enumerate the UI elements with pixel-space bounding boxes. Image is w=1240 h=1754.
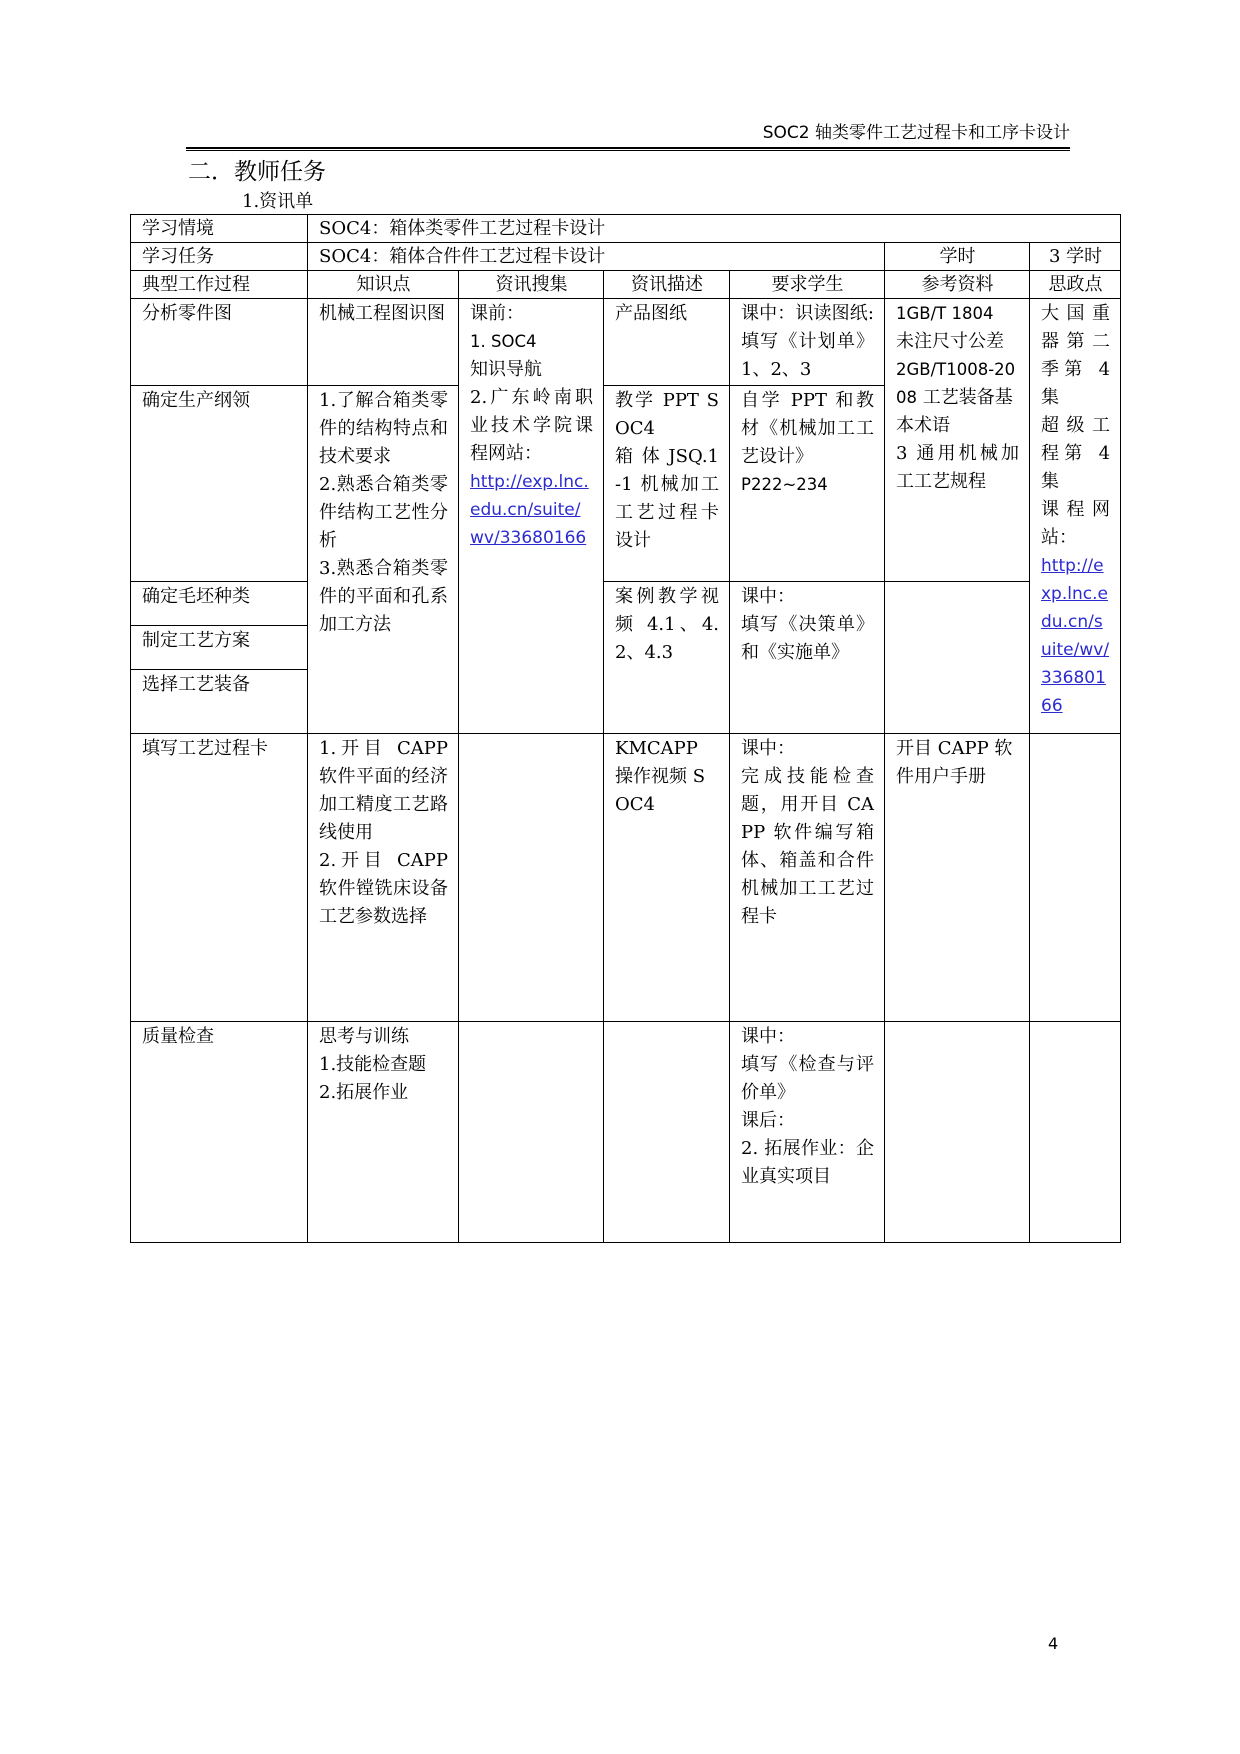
- collect-line: 1. SOC4: [470, 332, 537, 351]
- col-header-require: 要求学生: [730, 271, 885, 299]
- situation-label: 学习情境: [131, 215, 308, 243]
- knowledge-line: 2.拓展作业: [319, 1082, 409, 1103]
- hours-value: 3 学时: [1030, 243, 1121, 271]
- running-header: SOC2 轴类零件工艺过程卡和工序卡设计: [762, 123, 1070, 143]
- require-cell: [730, 734, 885, 1022]
- sub-title: 1.资讯单: [242, 191, 314, 212]
- process-cell: 分析零件图: [131, 299, 308, 386]
- course-website-link[interactable]: http://exp.lnc.edu.cn/suite/wv/33680166: [470, 472, 589, 548]
- reference-line: 1GB/T 1804: [896, 304, 994, 323]
- require-line: 2. 拓展作业：企业真实项目: [741, 1138, 874, 1187]
- knowledge-line: 2.熟悉合箱类零件结构工艺性分析: [319, 474, 448, 551]
- require-line: 自学 PPT 和教材《机械加工工艺设计》: [741, 390, 874, 467]
- knowledge-cell: [308, 1022, 459, 1243]
- collect-cell-empty: [459, 734, 604, 1022]
- col-header-describe: 资讯描述: [604, 271, 730, 299]
- describe-cell: [604, 386, 730, 582]
- col-header-collect: 资讯搜集: [459, 271, 604, 299]
- reference-cell: [885, 299, 1030, 582]
- situation-value: SOC4：箱体类零件工艺过程卡设计: [308, 215, 1121, 243]
- knowledge-cell: [308, 734, 459, 1022]
- header-rule: [186, 147, 1070, 151]
- process-cell: 选择工艺装备: [131, 670, 308, 734]
- section-title: 二．教师任务: [188, 159, 326, 185]
- reference-line: 3 通用机械加工工艺规程: [896, 443, 1019, 492]
- ideology-cell-empty: [1030, 734, 1121, 1022]
- reference-line: 工艺装备基本术语: [896, 387, 1013, 436]
- ideology-cell: [1030, 299, 1121, 734]
- process-cell: 确定生产纲领: [131, 386, 308, 582]
- require-cell: [730, 582, 885, 734]
- require-cell: 课中：识读图纸:填写《计划单》1、2、3: [730, 299, 885, 386]
- collect-cell-empty: [459, 1022, 604, 1243]
- ideology-cell-empty: [1030, 1022, 1121, 1243]
- ideology-line: 大国重器第二季第 4 集: [1041, 303, 1111, 408]
- knowledge-line: 1.技能检查题: [319, 1054, 427, 1075]
- process-cell: 确定毛坯种类: [131, 582, 308, 626]
- col-header-knowledge: 知识点: [308, 271, 459, 299]
- process-cell: 质量检查: [131, 1022, 308, 1243]
- require-cell: [730, 386, 885, 582]
- require-line: 课后：: [741, 1110, 795, 1131]
- describe-cell: 案例教学视频 4.1、4.2、4.3: [604, 582, 730, 734]
- knowledge-cell: [308, 386, 459, 734]
- describe-line: 教学 PPT SOC4: [615, 390, 719, 439]
- collect-line: 课前：: [470, 303, 524, 324]
- knowledge-line: 思考与训练: [319, 1026, 409, 1047]
- reference-cell-empty: [885, 1022, 1030, 1243]
- col-header-process: 典型工作过程: [131, 271, 308, 299]
- collect-line: 2.广东岭南职业技术学院课程网站：: [470, 387, 593, 464]
- require-line: P222~234: [741, 475, 828, 494]
- require-cell: [730, 1022, 885, 1243]
- task-value: SOC4：箱体合件件工艺过程卡设计: [308, 243, 885, 271]
- reference-line: 未注尺寸公差: [896, 331, 1004, 352]
- require-line: 课中：: [741, 586, 795, 607]
- process-cell: 制定工艺方案: [131, 626, 308, 670]
- knowledge-line: 3.熟悉合箱类零件的平面和孔系加工方法: [319, 558, 448, 635]
- knowledge-line: 2.开目 CAPP 软件镗铣床设备工艺参数选择: [319, 850, 448, 927]
- col-header-ideology: 思政点: [1030, 271, 1121, 299]
- collect-line: 知识导航: [470, 359, 542, 380]
- knowledge-line: 1.开目 CAPP 软件平面的经济加工精度工艺路线使用: [319, 738, 448, 843]
- knowledge-line: 1.了解合箱类零件的结构特点和技术要求: [319, 390, 448, 467]
- describe-cell: 产品图纸: [604, 299, 730, 386]
- collect-cell: [459, 299, 604, 734]
- ideology-line: 课程网站：: [1041, 499, 1111, 548]
- require-line: 完成技能检查题，用开目 CAPP 软件编写箱体、箱盖和合件机械加工工艺过程卡: [741, 766, 874, 927]
- describe-cell: KMCAPP 操作视频 SOC4: [604, 734, 730, 1022]
- require-line: 课中：: [741, 1026, 795, 1047]
- describe-cell-empty: [604, 1022, 730, 1243]
- col-header-reference: 参考资料: [885, 271, 1030, 299]
- info-table: [130, 214, 1121, 1243]
- ideology-line: 超级工程第 4 集: [1041, 415, 1111, 492]
- reference-cell-empty: [885, 582, 1030, 734]
- require-line: 课中：: [741, 738, 795, 759]
- page-number: 4: [1048, 1634, 1059, 1653]
- knowledge-cell: 机械工程图识图: [308, 299, 459, 386]
- reference-code: 2GB/T1008-2008: [896, 360, 1016, 407]
- hours-label: 学时: [885, 243, 1030, 271]
- process-cell: 填写工艺过程卡: [131, 734, 308, 1022]
- require-line: 填写《检查与评价单》: [741, 1054, 874, 1103]
- reference-cell: 开目 CAPP 软件用户手册: [885, 734, 1030, 1022]
- require-line: 填写《决策单》和《实施单》: [741, 614, 874, 663]
- course-website-link[interactable]: http://exp.lnc.edu.cn/suite/wv/33680166: [1041, 556, 1110, 716]
- describe-line: 箱 体 JSQ.1-1 机械加工工艺过程卡设计: [615, 446, 719, 551]
- task-label: 学习任务: [131, 243, 308, 271]
